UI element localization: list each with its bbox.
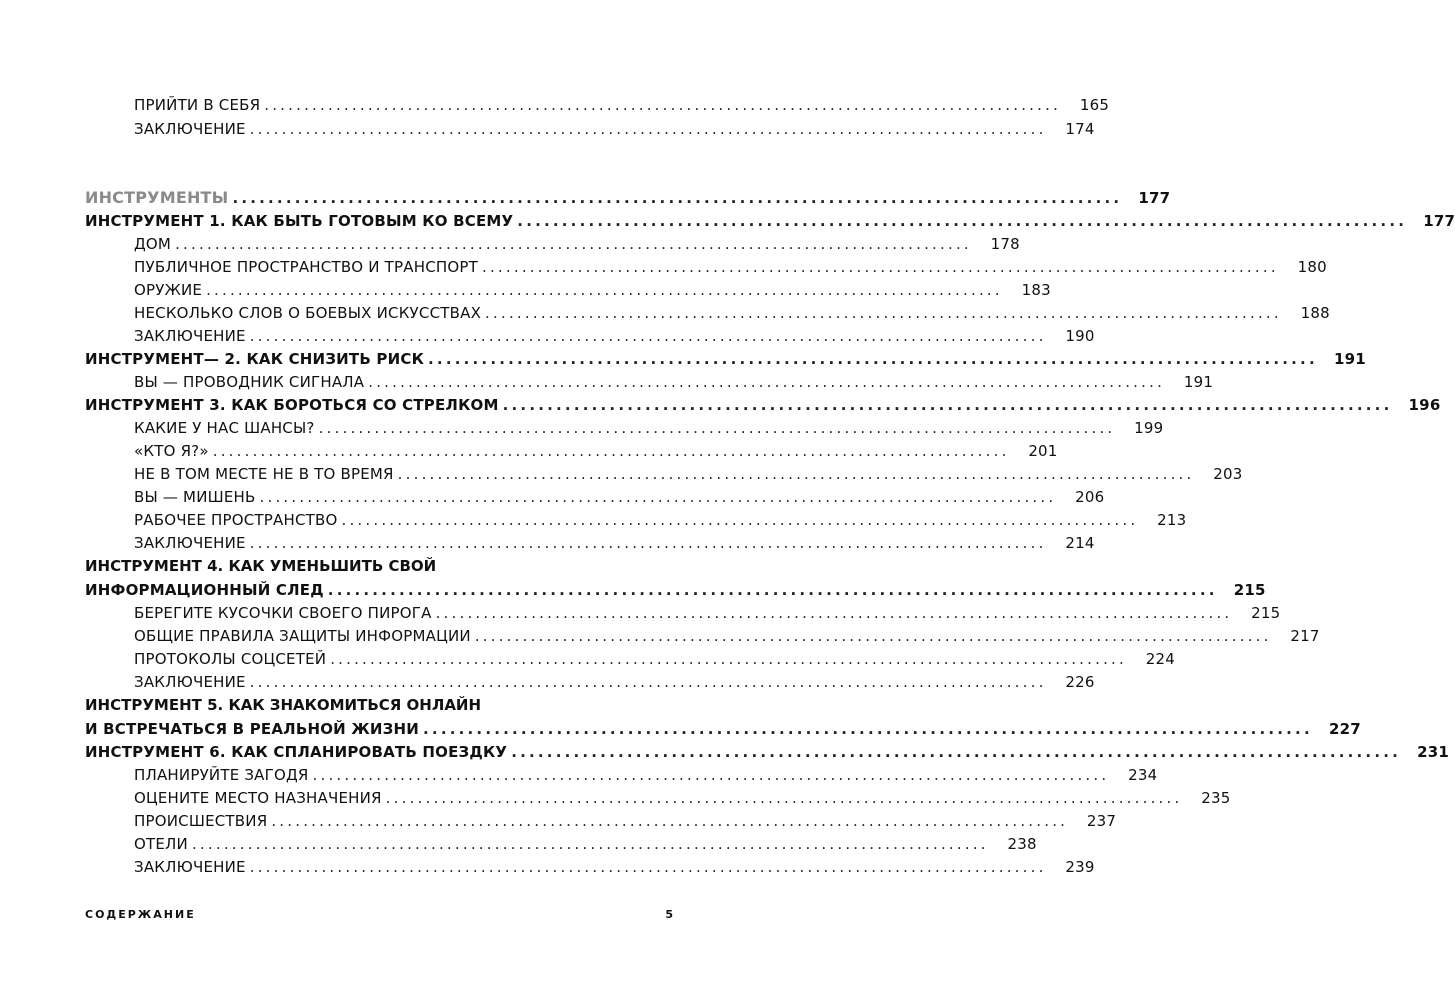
toc-chapter-title: ИНСТРУМЕНТ 1. КАК БЫТЬ ГОТОВЫМ КО ВСЕМУ <box>85 212 514 230</box>
toc-entry-page: 203 <box>1213 465 1243 483</box>
toc-entry-title: ОТЕЛИ <box>134 835 188 853</box>
toc-chapter <box>85 394 1441 416</box>
toc-entry-page: 196 <box>1408 396 1441 414</box>
toc-entry-page: 191 <box>1333 350 1366 368</box>
dot-leader: .................................................................................................... <box>397 465 1195 483</box>
toc-entry-title: ЗАКЛЮЧЕНИЕ <box>134 858 246 876</box>
dot-leader: .................................................................................................... <box>428 350 1318 368</box>
toc-entry-title: БЕРЕГИТЕ КУСОЧКИ СВОЕГО ПИРОГА <box>134 604 432 622</box>
toc-entry-page: 191 <box>1183 373 1214 391</box>
toc-entry <box>134 233 1020 255</box>
dot-leader: .................................................................................................... <box>249 120 1047 138</box>
toc-entry-title: ПРИЙТИ В СЕБЯ <box>134 96 261 114</box>
page-number: 5 <box>665 908 675 921</box>
toc-section-heading <box>85 187 1171 209</box>
toc-entry-title: ВЫ — ПРОВОДНИК СИГНАЛА <box>134 373 365 391</box>
toc-chapter <box>85 210 1455 232</box>
toc-entry <box>134 325 1095 347</box>
toc-entry-page: 188 <box>1300 304 1330 322</box>
dot-leader: .................................................................................................... <box>385 789 1183 807</box>
toc-entry-page: 217 <box>1290 627 1320 645</box>
toc-entry-title: ЗАКЛЮЧЕНИЕ <box>134 534 246 552</box>
dot-leader: .................................................................................................... <box>259 488 1057 506</box>
toc-entry-page: 215 <box>1233 581 1266 599</box>
toc-entry-title: ПРОТОКОЛЫ СОЦСЕТЕЙ <box>134 650 327 668</box>
dot-leader: .................................................................................................... <box>435 604 1233 622</box>
toc-entry <box>134 486 1105 508</box>
toc-entry-page: 177 <box>1423 212 1455 230</box>
running-footer-section: СОДЕРЖАНИЕ <box>85 908 196 921</box>
toc-entry <box>134 371 1214 393</box>
toc-entry-page: 206 <box>1075 488 1105 506</box>
page-footer <box>85 908 675 921</box>
toc-entry-page: 231 <box>1417 743 1450 761</box>
toc-entry-page: 234 <box>1128 766 1158 784</box>
toc-entry-title: ДОМ <box>134 235 172 253</box>
toc-entry-page: 237 <box>1086 812 1117 830</box>
toc-entry-title: ПЛАНИРУЙТЕ ЗАГОДЯ <box>134 766 309 784</box>
toc-entry-title: ПРОИСШЕСТВИЯ <box>134 812 268 830</box>
toc-entry <box>134 810 1117 832</box>
toc-entry <box>134 256 1327 278</box>
toc-entry <box>134 279 1051 301</box>
toc-entry-page: 238 <box>1007 835 1037 853</box>
toc-entry-page: 235 <box>1201 789 1231 807</box>
dot-leader: .................................................................................................... <box>191 835 989 853</box>
dot-leader: .................................................................................................... <box>368 373 1166 391</box>
toc-chapter-title: ИНСТРУМЕНТ 3. КАК БОРОТЬСЯ СО СТРЕЛКОМ <box>85 396 499 414</box>
toc-entry <box>134 602 1281 624</box>
dot-leader: .................................................................................................... <box>212 442 1010 460</box>
dot-leader: .................................................................................................... <box>312 766 1110 784</box>
toc-entry-title: КАКИЕ У НАС ШАНСЫ? <box>134 419 315 437</box>
toc-entry-title: ПУБЛИЧНОЕ ПРОСТРАНСТВО И ТРАНСПОРТ <box>134 258 478 276</box>
toc-entry-title: РАБОЧЕЕ ПРОСТРАНСТВО <box>134 511 338 529</box>
toc-entry-title: ОЦЕНИТЕ МЕСТО НАЗНАЧЕНИЯ <box>134 789 382 807</box>
dot-leader: .................................................................................................... <box>482 258 1279 276</box>
toc-entry-page: 213 <box>1157 511 1187 529</box>
dot-leader: .................................................................................................... <box>264 96 1062 114</box>
toc-entry-page: 165 <box>1079 96 1110 114</box>
toc-section-title: ИНСТРУМЕНТЫ <box>85 188 229 207</box>
toc-entry-page: 180 <box>1297 258 1327 276</box>
toc-entry-title: ВЫ — МИШЕНЬ <box>134 488 256 506</box>
toc-entry-page: 215 <box>1251 604 1281 622</box>
toc-entry-title: «КТО Я?» <box>134 442 209 460</box>
dot-leader: .................................................................................................... <box>249 673 1047 691</box>
toc-entry <box>134 856 1095 878</box>
dot-leader: .................................................................................................... <box>517 212 1408 230</box>
toc-entry <box>134 118 1095 140</box>
dot-leader: .................................................................................................... <box>249 534 1047 552</box>
toc-entry-title: ЗАКЛЮЧЕНИЕ <box>134 327 246 345</box>
toc-entry-page: 227 <box>1328 720 1361 738</box>
toc-entry <box>134 833 1037 855</box>
toc-chapter-title-line1: ИНСТРУМЕНТ 5. КАК ЗНАКОМИТЬСЯ ОНЛАЙН <box>85 696 482 714</box>
dot-leader: .................................................................................................... <box>341 511 1139 529</box>
toc-entry <box>134 532 1095 554</box>
dot-leader: .................................................................................................... <box>485 304 1282 322</box>
toc-chapter <box>85 579 1266 601</box>
dot-leader: .................................................................................................... <box>502 396 1393 414</box>
dot-leader: .................................................................................................... <box>175 235 972 253</box>
toc-chapter-title: ИНСТРУМЕНТ 6. КАК СПЛАНИРОВАТЬ ПОЕЗДКУ <box>85 743 508 761</box>
toc-entry-page: 214 <box>1065 534 1095 552</box>
dot-leader: .................................................................................................... <box>318 419 1116 437</box>
toc-chapter <box>85 348 1366 370</box>
toc-chapter <box>85 718 1361 740</box>
dot-leader: .................................................................................................... <box>271 812 1069 830</box>
toc-entry-title: НЕСКОЛЬКО СЛОВ О БОЕВЫХ ИСКУССТВАХ <box>134 304 482 322</box>
toc-entry-title: ОРУЖИЕ <box>134 281 203 299</box>
toc-entry <box>134 509 1187 531</box>
dot-leader: .................................................................................................... <box>423 720 1313 738</box>
dot-leader: .................................................................................................... <box>511 743 1402 761</box>
dot-leader: .................................................................................................... <box>232 189 1123 207</box>
toc-entry <box>134 671 1095 693</box>
toc-entry-page: 239 <box>1065 858 1095 876</box>
toc-entry-title: ОБЩИЕ ПРАВИЛА ЗАЩИТЫ ИНФОРМАЦИИ <box>134 627 471 645</box>
toc-entry-title: ЗАКЛЮЧЕНИЕ <box>134 120 246 138</box>
dot-leader: .................................................................................................... <box>249 327 1047 345</box>
toc-chapter-title: ИНФОРМАЦИОННЫЙ СЛЕД <box>85 581 324 599</box>
toc-entry <box>134 463 1243 485</box>
dot-leader: .................................................................................................... <box>474 627 1272 645</box>
toc-entry-title: ЗАКЛЮЧЕНИЕ <box>134 673 246 691</box>
toc-entry <box>134 417 1164 439</box>
toc-entry-title: НЕ В ТОМ МЕСТЕ НЕ В ТО ВРЕМЯ <box>134 465 394 483</box>
toc-entry-page: 174 <box>1065 120 1095 138</box>
toc-entry-page: 226 <box>1065 673 1095 691</box>
toc-entry-page: 224 <box>1145 650 1175 668</box>
dot-leader: .................................................................................................... <box>206 281 1003 299</box>
toc-entry-page: 199 <box>1134 419 1164 437</box>
dot-leader: .................................................................................................... <box>249 858 1047 876</box>
toc-entry <box>134 94 1110 116</box>
toc-entry-page: 178 <box>990 235 1020 253</box>
toc-entry-page: 190 <box>1065 327 1095 345</box>
toc-entry <box>134 440 1058 462</box>
toc-chapter-title-line1: ИНСТРУМЕНТ 4. КАК УМЕНЬШИТЬ СВОЙ <box>85 557 437 575</box>
dot-leader: .................................................................................................... <box>330 650 1127 668</box>
toc-entry <box>134 648 1175 670</box>
toc-entry-page: 177 <box>1138 189 1171 207</box>
dot-leader: .................................................................................................... <box>327 581 1218 599</box>
toc-entry-page: 201 <box>1028 442 1058 460</box>
toc-chapter-title: ИНСТРУМЕНТ— 2. КАК СНИЗИТЬ РИСК <box>85 350 425 368</box>
toc-entry-page: 183 <box>1021 281 1051 299</box>
toc-entry <box>134 625 1320 647</box>
toc-chapter <box>85 741 1450 763</box>
toc-chapter-title: И ВСТРЕЧАТЬСЯ В РЕАЛЬНОЙ ЖИЗНИ <box>85 720 420 738</box>
toc-entry <box>134 787 1231 809</box>
toc-entry <box>134 764 1158 786</box>
toc-entry <box>134 302 1330 324</box>
